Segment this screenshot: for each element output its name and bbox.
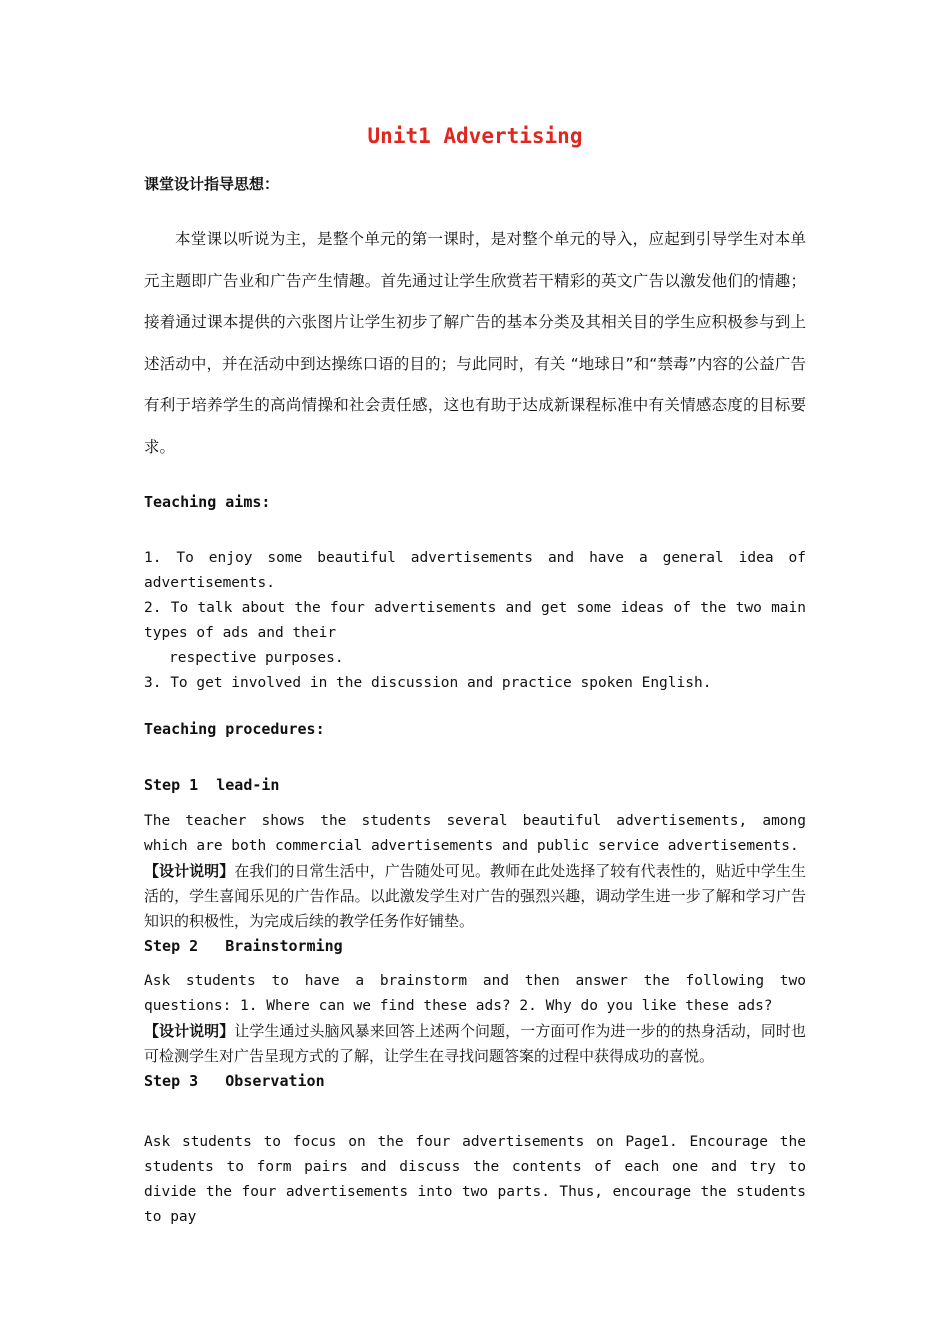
step-2-heading: Step 2 Brainstorming xyxy=(144,937,343,955)
step-1-heading: Step 1 lead-in xyxy=(144,776,280,794)
aim-1: 1. To enjoy some beautiful advertisements and have a general idea of advertisements. xyxy=(144,550,806,591)
procedures-heading-block xyxy=(144,720,806,738)
step-2-body xyxy=(144,969,806,1094)
procedures-heading: Teaching procedures: xyxy=(144,720,325,738)
design-paragraph-block xyxy=(144,219,806,468)
step-1-note-tag: 【设计说明】 xyxy=(144,862,235,880)
step-1-body xyxy=(144,809,806,959)
aim-3: 3. To get involved in the discussion and practice spoken English. xyxy=(144,675,712,691)
step-2-note-text: 让学生通过头脑风暴来回答上述两个问题，一方面可作为进一步的的热身活动，同时也可检测学生对广告呈现方式的了解，让学生在寻找问题答案的过程中获得成功的喜悦。 xyxy=(144,1022,806,1065)
step-1-heading-block xyxy=(144,776,806,794)
aims-heading-block xyxy=(144,493,806,511)
step-2-note xyxy=(144,1019,806,1069)
step-2-note-tag: 【设计说明】 xyxy=(144,1022,235,1040)
step-2-text: Ask students to have a brainstorm and then answer the following two questions: 1. Where can we find these ads? 2. Why do you like these ads? xyxy=(144,973,806,1014)
aims-list xyxy=(144,546,806,696)
aim-2-continuation: respective purposes. xyxy=(169,650,344,666)
design-heading: 课堂设计指导思想： xyxy=(144,175,280,193)
step-3-heading: Step 3 Observation xyxy=(144,1072,325,1090)
step-1-text: The teacher shows the students several beautiful advertisements, among which are both commercial advertisements and public service advertisements. xyxy=(144,813,806,854)
document-title: Unit1 Advertising xyxy=(367,124,583,148)
design-heading-block xyxy=(144,173,806,194)
aim-2: 2. To talk about the four advertisements and get some ideas of the two main types of ads and their xyxy=(144,600,806,641)
step-1-note xyxy=(144,859,806,934)
aims-heading: Teaching aims: xyxy=(144,493,271,511)
step-3-text: Ask students to focus on the four advertisements on Page1. Encourage the students to form pairs and discuss the contents of each one and try to divide the four advertisements into two parts. Thus, encourage the students to pay xyxy=(144,1134,806,1225)
step-3-body xyxy=(144,1130,806,1230)
step-1-note-text: 在我们的日常生活中，广告随处可见。教师在此处选择了较有代表性的，贴近中学生生活的，学生喜闻乐见的广告作品。以此激发学生对广告的强烈兴趣，调动学生进一步了解和学习广告知识的积极性，为完成后续的教学任务作好铺垫。 xyxy=(144,862,806,930)
design-paragraph: 本堂课以听说为主，是整个单元的第一课时，是对整个单元的导入，应起到引导学生对本单元主题即广告业和广告产生情趣。首先通过让学生欣赏若干精彩的英文广告以激发他们的情趣；接着通过课本提供的六张图片让学生初步了解广告的基本分类及其相关目的学生应积极参与到上述活动中，并在活动中到达操练口语的目的；与此同时，有关 “地球日”和“禁毒”内容的公益广告有利于培养学生的高尚情操和社会责任感，这也有助于达成新课程标准中有关情感态度的目标要求。 xyxy=(144,230,806,456)
